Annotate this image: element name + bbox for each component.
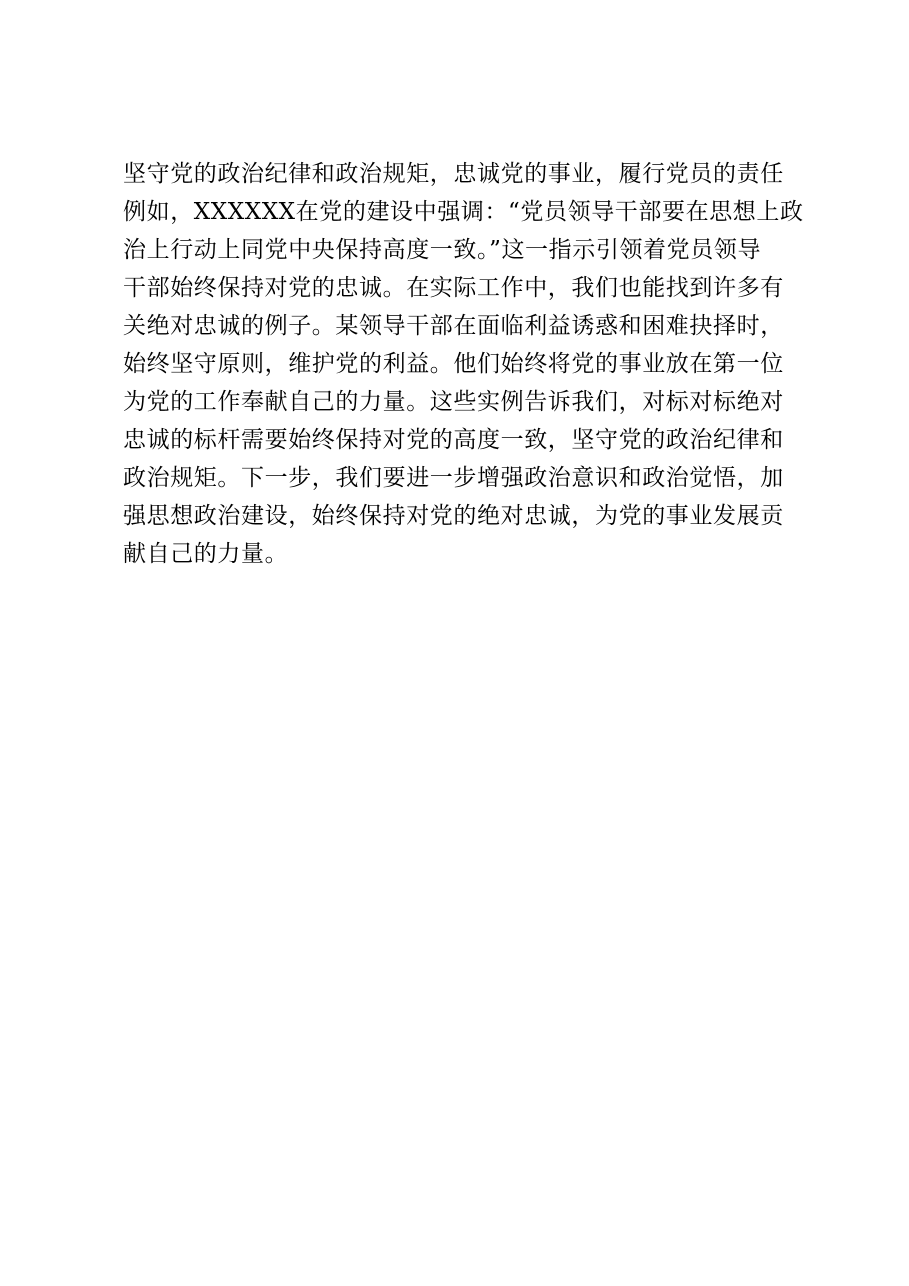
paragraph-line: 政治规矩。下一步，我们要进一步增强政治意识和政治觉悟，加	[123, 465, 784, 491]
paragraph-line: 坚守党的政治纪律和政治规矩，忠诚党的事业，履行党员的责任	[123, 161, 784, 187]
paragraph-line: 强思想政治建设，始终保持对党的绝对忠诚，为党的事业发展贡	[123, 503, 784, 529]
paragraph-line: 关绝对忠诚的例子。某领导干部在面临利益诱惑和困难抉择时，	[123, 313, 784, 339]
paragraph-line: 治上行动上同党中央保持高度一致。”这一指示引领着党员领导	[123, 237, 762, 263]
paragraph-line: 献自己的力量。	[123, 541, 289, 567]
paragraph-line: 为党的工作奉献自己的力量。这些实例告诉我们，对标对标绝对	[123, 389, 784, 415]
paragraph-line: 始终坚守原则，维护党的利益。他们始终将党的事业放在第一位	[123, 351, 784, 377]
paragraph-line: 例如，XXXXXX在党的建设中强调：“党员领导干部要在思想上政	[123, 199, 804, 225]
paragraph-line: 忠诚的标杆需要始终保持对党的高度一致，坚守党的政治纪律和	[123, 427, 784, 453]
body-paragraph	[123, 155, 813, 573]
paragraph-line: 干部始终保持对党的忠诚。在实际工作中，我们也能找到许多有	[123, 275, 784, 301]
